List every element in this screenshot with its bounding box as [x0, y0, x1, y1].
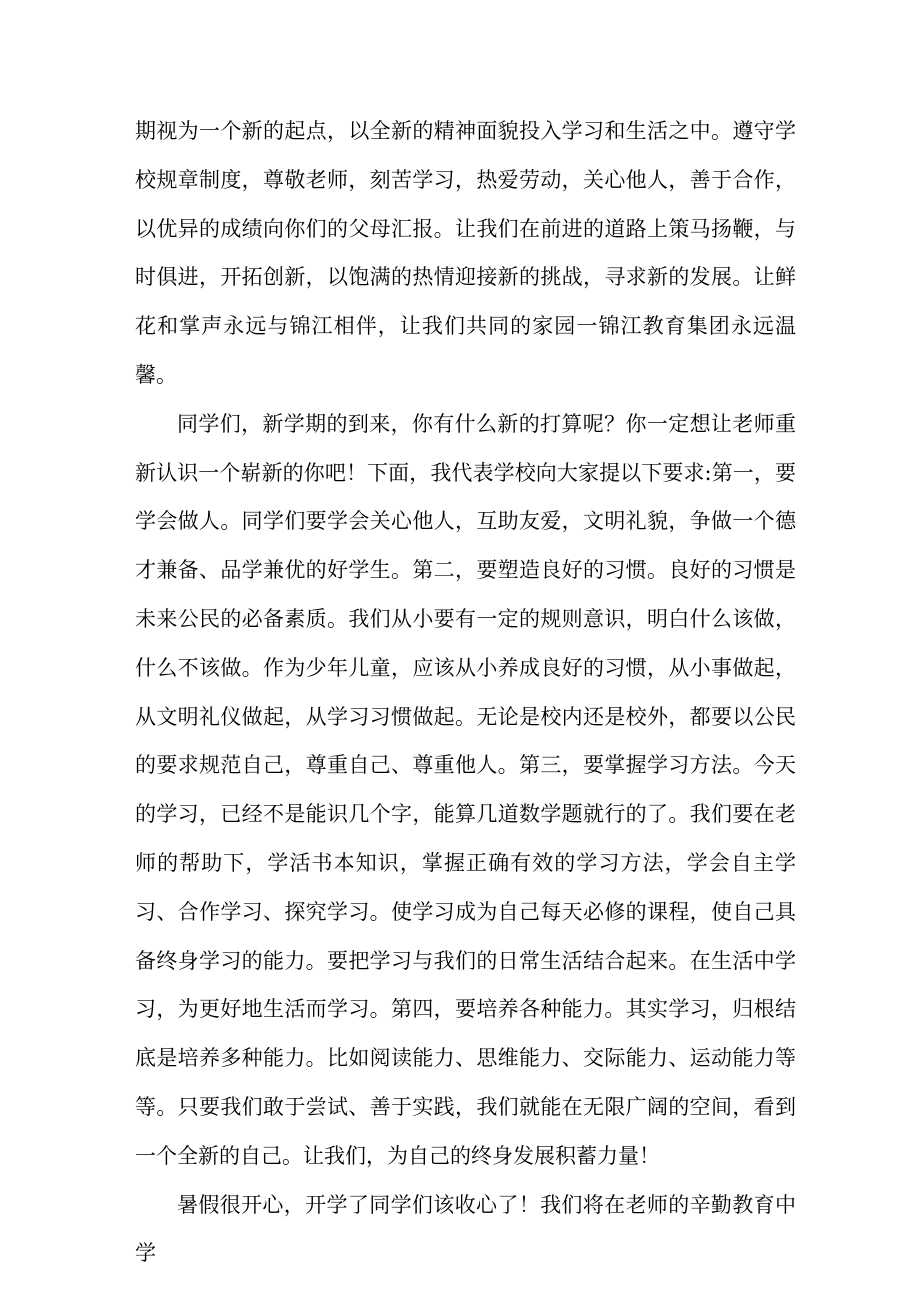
paragraph-3: 暑假很开心，开学了同学们该收心了！我们将在老师的辛勤教育中学	[135, 1192, 796, 1266]
paragraph-2: 同学们，新学期的到来，你有什么新的打算呢？你一定想让老师重新认识一个崭新的你吧！下面，我代表学校向大家提以下要求:第一，要学会做人。同学们要学会关心他人，互助友爱，文明礼貌，争做一个德才兼备、品学兼优的好学生。第二，要塑造良好的习惯。良好的习惯是未来公民的必备素质。我们从小要有一定的规则意识，明白什么该做，什么不该做。作为少年儿童，应该从小养成良好的习惯，从小事做起，从文明礼仪做起，从学习习惯做起。无论是校内还是校外，都要以公民的要求规范自己，尊重自己、尊重他人。第三，要掌握学习方法。今天的学习，已经不是能识几个字，能算几道数学题就行的了。我们要在老师的帮助下，学活书本知识，掌握正确有效的学习方法，学会自主学习、合作学习、探究学习。使学习成为自己每天必修的课程，使自己具备终身学习的能力。要把学习与我们的日常生活结合起来。在生活中学习，为更好地生活而学习。第四，要培养各种能力。其实学习，归根结底是培养多种能力。比如阅读能力、思维能力、交际能力、运动能力等等。只要我们敢于尝试、善于实践，我们就能在无限广阔的空间，看到一个全新的自己。让我们，为自己的终身发展积蓄力量！	[135, 411, 796, 1168]
document-body	[135, 107, 796, 1278]
paragraph-1: 期视为一个新的起点，以全新的精神面貌投入学习和生活之中。遵守学校规章制度，尊敬老师，刻苦学习，热爱劳动，关心他人，善于合作，以优异的成绩向你们的父母汇报。让我们在前进的道路上策马扬鞭，与时俱进，开拓创新，以饱满的热情迎接新的挑战，寻求新的发展。让鲜花和掌声永远与锦江相伴，让我们共同的家园一锦江教育集团永远温馨。	[135, 119, 796, 387]
